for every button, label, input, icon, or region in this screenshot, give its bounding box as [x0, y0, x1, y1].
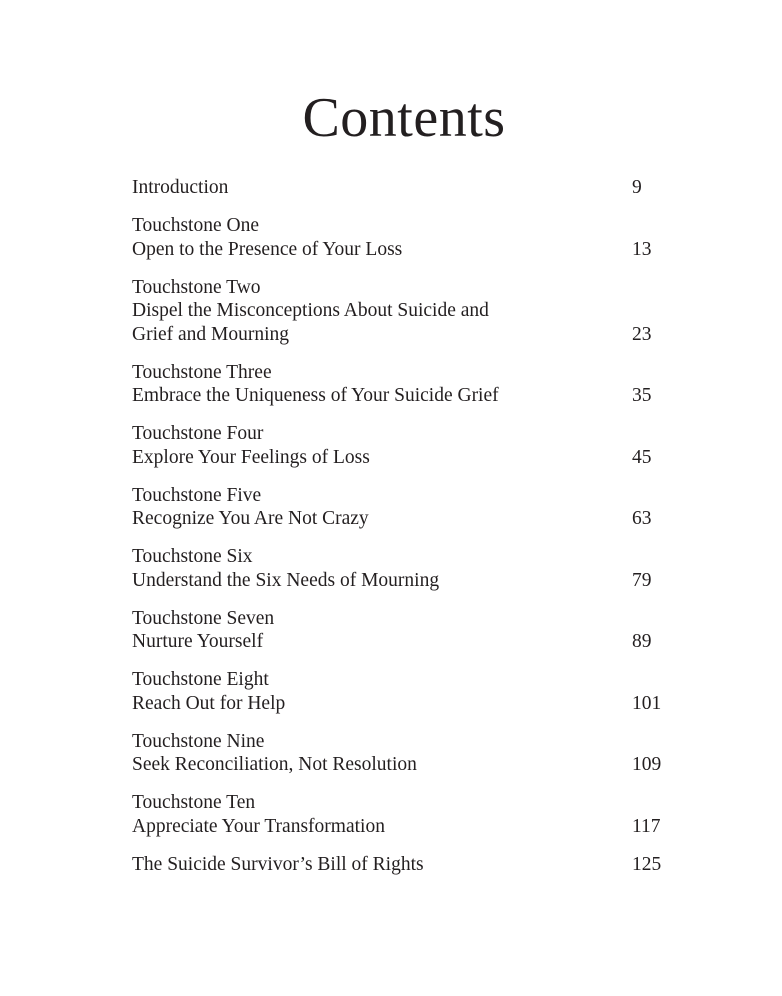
- toc-entry: [132, 484, 672, 531]
- toc-entry-title: Reach Out for Help: [132, 692, 286, 714]
- toc-entry-title: Appreciate Your Transformation: [132, 815, 385, 837]
- toc-entry-title: Dispel the Misconceptions About Suicide and: [132, 300, 489, 321]
- toc-entry-title: The Suicide Survivor’s Bill of Rights: [132, 853, 424, 875]
- page-title: Contents: [302, 87, 506, 149]
- toc-entry-heading: Touchstone Eight: [132, 669, 269, 690]
- toc-entry-title: Open to the Presence of Your Loss: [132, 238, 403, 260]
- toc-entry-heading: Touchstone Two: [132, 276, 261, 298]
- toc-entry-heading: Touchstone Five: [132, 484, 262, 506]
- toc-entry: [132, 361, 672, 408]
- toc-entry-heading: Touchstone Seven: [132, 607, 275, 629]
- toc-page-number: 45: [632, 446, 652, 468]
- toc-entry: [132, 791, 672, 838]
- toc-entry-title: Nurture Yourself: [132, 631, 264, 652]
- toc-entry: [132, 545, 672, 592]
- toc-entry: [132, 422, 672, 469]
- toc-entry-title: Seek Reconciliation, Not Resolution: [132, 754, 417, 775]
- toc-entry-heading: Touchstone Six: [132, 546, 253, 567]
- toc-entry-heading: Touchstone Four: [132, 423, 264, 444]
- toc-entry: [132, 276, 672, 347]
- toc-page-number: 35: [632, 385, 652, 406]
- toc-entry-heading: Touchstone Nine: [132, 730, 265, 752]
- toc-page-number: 63: [632, 508, 652, 529]
- toc-entry: [132, 853, 672, 877]
- toc-entry: [132, 214, 672, 261]
- toc-page-number: 125: [632, 853, 662, 875]
- toc-page-number: 101: [632, 692, 662, 714]
- toc-page-number: 117: [632, 815, 661, 837]
- toc-page-number: 79: [632, 569, 652, 591]
- toc-page-number: 9: [632, 177, 642, 198]
- toc-entry-title: Recognize You Are Not Crazy: [132, 508, 369, 529]
- toc-entry-title: Grief and Mourning: [132, 323, 290, 345]
- toc-entry: [132, 607, 672, 654]
- toc-page-number: 23: [632, 323, 652, 345]
- toc-entry-title: Embrace the Uniqueness of Your Suicide Grief: [132, 385, 499, 406]
- toc-entry: [132, 176, 672, 200]
- toc-entry: [132, 730, 672, 777]
- toc-page-number: 109: [632, 754, 662, 775]
- toc-page-number: 89: [632, 631, 652, 652]
- toc-entry-title: Introduction: [132, 177, 229, 198]
- toc-entry-title: Explore Your Feelings of Loss: [132, 446, 370, 468]
- toc-entry-heading: Touchstone One: [132, 215, 259, 236]
- toc-page-number: 13: [632, 238, 652, 260]
- table-of-contents: [132, 176, 672, 891]
- toc-entry-heading: Touchstone Three: [132, 361, 272, 383]
- toc-entry-heading: Touchstone Ten: [132, 792, 256, 813]
- toc-entry: [132, 668, 672, 715]
- toc-entry-title: Understand the Six Needs of Mourning: [132, 569, 440, 591]
